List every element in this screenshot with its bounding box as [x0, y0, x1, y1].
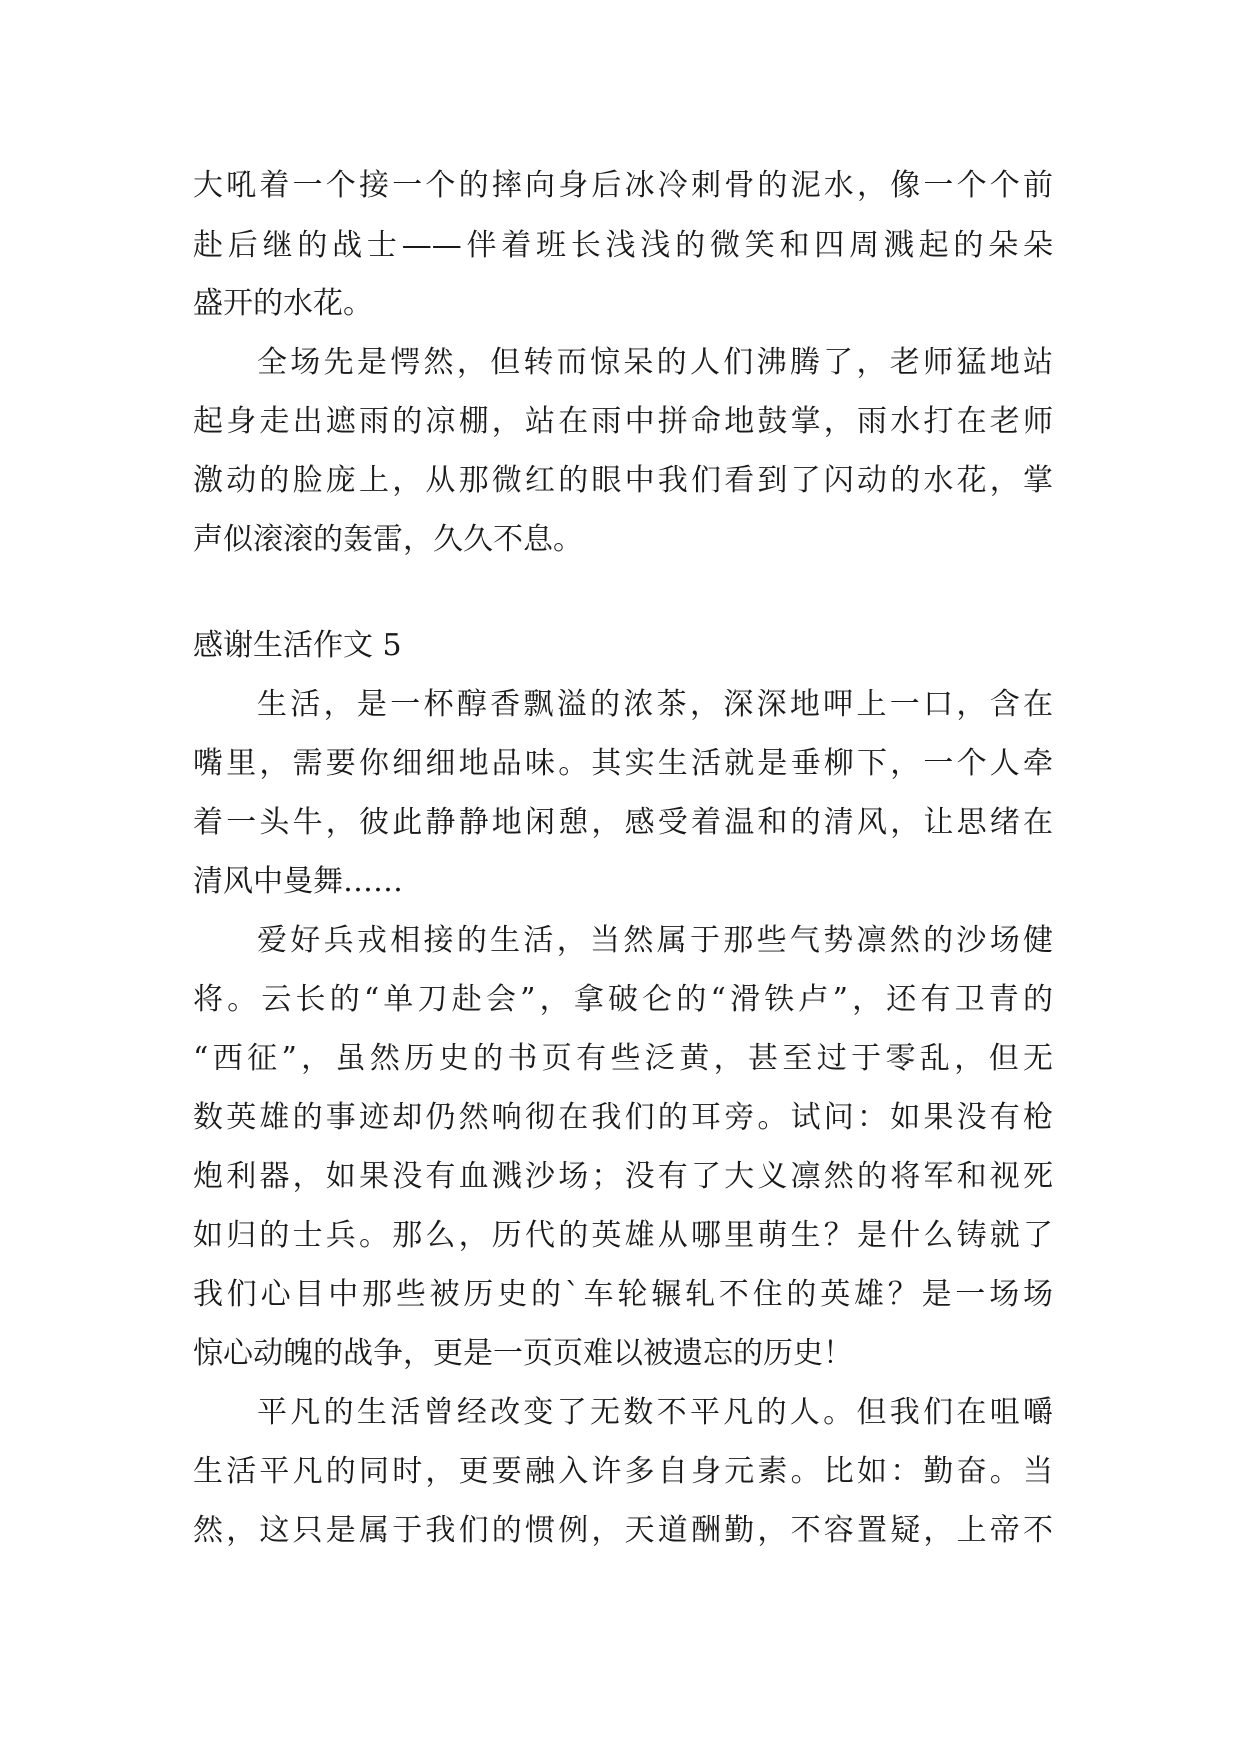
paragraph-1-line-1: 大吼着一个接一个的摔向身后冰冷刺骨的泥水，像一个个前: [193, 168, 1053, 203]
section-paragraph-2-line-1: 爱好兵戎相接的生活，当然属于那些气势凛然的沙场健: [257, 923, 1053, 958]
paragraph-2-line-3: 激动的脸庞上，从那微红的眼中我们看到了闪动的水花，掌: [193, 463, 1053, 498]
paragraph-2-line-1: 全场先是愕然，但转而惊呆的人们沸腾了，老师猛地站: [257, 345, 1053, 380]
section-paragraph-3-line-3: 然，这只是属于我们的惯例，天道酬勤，不容置疑，上帝不: [193, 1513, 1053, 1548]
section-paragraph-2-line-3: “西征”，虽然历史的书页有些泛黄，甚至过于零乱，但无: [193, 1041, 1053, 1076]
section-paragraph-2-line-2: 将。云长的“单刀赴会”，拿破仑的“滑铁卢”，还有卫青的: [193, 982, 1053, 1017]
section-paragraph-1-line-2: 嘴里，需要你细细地品味。其实生活就是垂柳下，一个人牵: [193, 746, 1053, 781]
paragraph-1-line-3: 盛开的水花。: [193, 286, 373, 321]
section-paragraph-1-line-4: 清风中曼舞……: [193, 864, 403, 899]
section-paragraph-3-line-1: 平凡的生活曾经改变了无数不平凡的人。但我们在咀嚼: [257, 1395, 1053, 1430]
section-title: 感谢生活作文 5: [193, 628, 402, 663]
paragraph-1-line-2: 赴后继的战士——伴着班长浅浅的微笑和四周溅起的朵朵: [193, 228, 1053, 263]
section-paragraph-2-line-7: 我们心目中那些被历史的`车轮辗轧不住的英雄？是一场场: [193, 1277, 1053, 1312]
section-paragraph-2-line-6: 如归的士兵。那么，历代的英雄从哪里萌生？是什么铸就了: [193, 1218, 1053, 1253]
paragraph-2-line-4: 声似滚滚的轰雷，久久不息。: [193, 522, 583, 557]
section-paragraph-3-line-2: 生活平凡的同时，更要融入许多自身元素。比如：勤奋。当: [193, 1454, 1053, 1489]
paragraph-2-line-2: 起身走出遮雨的凉棚，站在雨中拼命地鼓掌，雨水打在老师: [193, 404, 1053, 439]
section-paragraph-2-line-4: 数英雄的事迹却仍然响彻在我们的耳旁。试问：如果没有枪: [193, 1100, 1053, 1135]
section-paragraph-1-line-3: 着一头牛，彼此静静地闲憩，感受着温和的清风，让思绪在: [193, 805, 1053, 840]
section-paragraph-2-line-5: 炮利器，如果没有血溅沙场；没有了大义凛然的将军和视死: [193, 1159, 1053, 1194]
section-paragraph-1-line-1: 生活，是一杯醇香飘溢的浓茶，深深地呷上一口，含在: [257, 687, 1053, 722]
section-paragraph-2-line-8: 惊心动魄的战争，更是一页页难以被遗忘的历史！: [193, 1336, 853, 1371]
